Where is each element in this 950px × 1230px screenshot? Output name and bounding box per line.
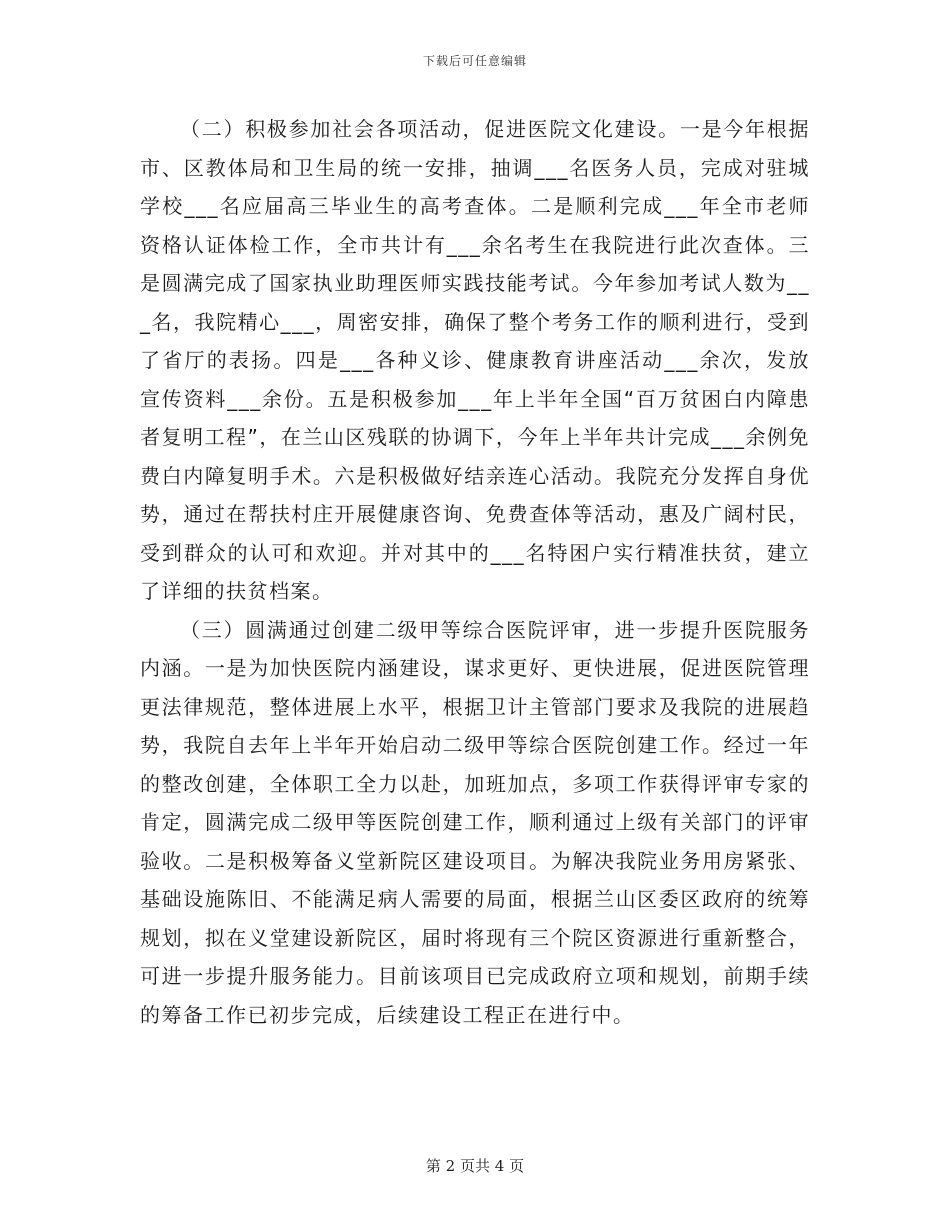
paragraph-section-2: （二）积极参加社会各项活动，促进医院文化建设。一是今年根据市、区教体局和卫生局的统一安排，抽调___名医务人员，完成对驻城学校___名应届高三毕业生的高考查体。二是顺利完成___年全市老师资格认证体检工作，全市共计有___余名考生在我院进行此次查体。三是圆满完成了国家执业助理医师实践技能考试。今年参加考试人数为___名，我院精心___，周密安排，确保了整个考务工作的顺利进行，受到了省厅的表扬。四是___各种义诊、健康教育讲座活动___余次，发放宣传资料___余份。五是积极参加___年上半年全国“百万贫困白内障患者复明工程”，在兰山区残联的协调下，今年上半年共计完成___余例免费白内障复明手术。六是积极做好结亲连心活动。我院充分发挥自身优势，通过在帮扶村庄开展健康咨询、免费查体等活动，惠及广阔村民，受到群众的认可和欢迎。并对其中的___名特困户实行精准扶贫，建立了详细的扶贫档案。 (140, 117, 810, 603)
paragraph-section-3: （三）圆满通过创建二级甲等综合医院评审，进一步提升医院服务内涵。一是为加快医院内涵建设，谋求更好、更快进展，促进医院管理更法律规范，整体进展上水平，根据卫计主管部门要求及我院的进展趋势，我院自去年上半年开始启动二级甲等综合医院创建工作。经过一年的整改创建，全体职工全力以赴，加班加点，多项工作获得评审专家的肯定，圆满完成二级甲等医院创建工作，顺利通过上级有关部门的评审验收。二是积极筹备义堂新院区建设项目。为解决我院业务用房紧张、基础设施陈旧、不能满足病人需要的局面，根据兰山区委区政府的统筹规划，拟在义堂建设新院区，届时将现有三个院区资源进行重新整合，可进一步提升服务能力。目前该项目已完成政府立项和规划，前期手续的筹备工作已初步完成，后续建设工程正在进行中。 (140, 617, 810, 1027)
page-header: 下载后可任意编辑 (422, 54, 527, 68)
document-body (140, 110, 810, 1034)
page-number-footer: 第 2 页共 4 页 (425, 1157, 525, 1175)
